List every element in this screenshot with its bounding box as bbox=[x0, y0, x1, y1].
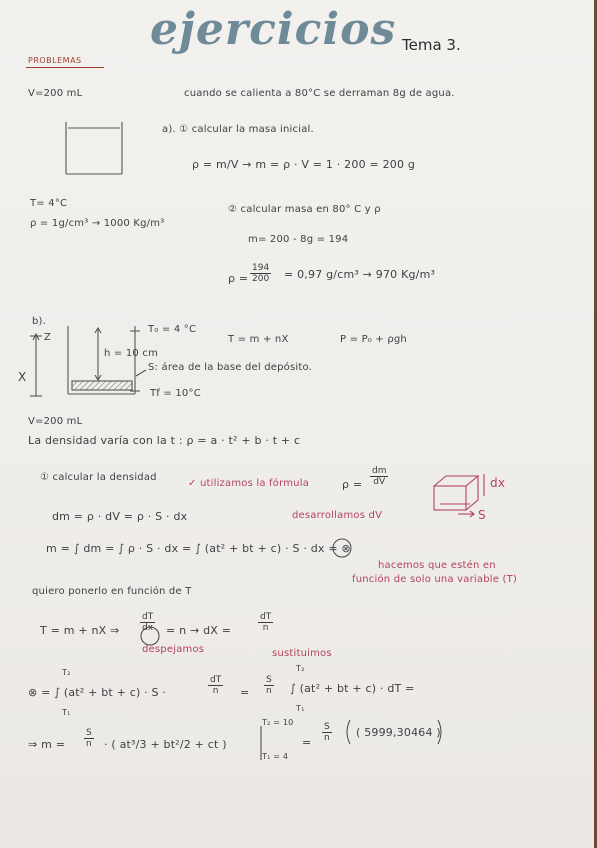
s-sketch-label: S bbox=[478, 508, 486, 522]
item-a-1: a). ① calcular la masa inicial. bbox=[162, 124, 314, 135]
temperature-a: T= 4°C bbox=[30, 198, 68, 209]
rho-80-rhs: = 0,97 g/cm³ → 970 Kg/m³ bbox=[284, 268, 436, 281]
mass-formula: ρ = m/V → m = ρ · V = 1 · 200 = 200 g bbox=[192, 158, 416, 171]
x-axis-label: X bbox=[18, 370, 27, 384]
circ-eq-c: ∫ (at² + bt + c) · dT = bbox=[290, 682, 415, 695]
final-lower-limit: T₁ = 4 bbox=[262, 752, 289, 761]
lower-limit-1: T₁ bbox=[62, 708, 71, 717]
lower-limit-2: T₁ bbox=[296, 704, 305, 713]
density-law: La densidad varía con la t : ρ = a · t² + b · t + c bbox=[28, 434, 301, 447]
statement-a: cuando se calienta a 80°C se derraman 8g de agua. bbox=[184, 88, 455, 99]
rho-dm-num: dm bbox=[372, 466, 387, 476]
dt-n-den: n bbox=[212, 686, 219, 696]
use-formula-note: ✓ utilizamos la fórmula bbox=[188, 478, 310, 489]
volume-element-sketch bbox=[434, 474, 484, 517]
dt-n-fraction bbox=[208, 675, 223, 696]
dt-dx-den: dx bbox=[142, 623, 154, 633]
t-linear-eq: T = m + nX bbox=[228, 334, 289, 345]
tf-label: Tf = 10°C bbox=[150, 388, 201, 399]
height-label: h = 10 cm bbox=[104, 348, 159, 359]
single-var-note-2: función de solo una variable (T) bbox=[352, 574, 518, 585]
dt-dx-num: dT bbox=[142, 612, 154, 622]
dx-frac-den: n bbox=[262, 623, 269, 633]
rho-dm-lhs: ρ = bbox=[342, 478, 363, 491]
dx-fraction bbox=[258, 612, 273, 633]
part-b-label: b). bbox=[32, 316, 47, 327]
dt-dx-fraction bbox=[140, 612, 155, 633]
rho-dm-den: dV bbox=[373, 477, 386, 487]
final-n2: n bbox=[324, 733, 330, 743]
t0-label: T₀ = 4 °C bbox=[148, 324, 197, 335]
volume-b: V=200 mL bbox=[28, 416, 83, 427]
rho-80-num: 194 bbox=[252, 263, 270, 273]
final-lhs: ⇒ m = bbox=[28, 738, 66, 751]
in-terms-of-t: quiero ponerlo en función de T bbox=[32, 586, 192, 597]
container-drawing-a bbox=[66, 122, 122, 174]
despejamos-note: despejamos bbox=[142, 644, 205, 655]
item-b-1: ① calcular la densidad bbox=[40, 472, 157, 483]
final-s: S bbox=[86, 728, 92, 738]
rho-80-den: 200 bbox=[252, 274, 270, 284]
page-title: ejercicios bbox=[150, 4, 397, 55]
develop-dv-note: desarrollamos dV bbox=[292, 510, 383, 521]
final-s-n-fraction bbox=[84, 728, 94, 749]
tema-label: Tema 3. bbox=[402, 36, 461, 54]
upper-limit-1: T₂ bbox=[62, 668, 71, 677]
dx-sketch-label: dx bbox=[490, 476, 506, 490]
t-sub-mid: = n → dX = bbox=[166, 624, 232, 637]
final-value: ( 5999,30464 ) bbox=[356, 726, 441, 739]
rho-80-lhs: ρ = bbox=[228, 272, 249, 285]
t-sub-lhs: T = m + nX ⇒ bbox=[40, 624, 120, 637]
upper-limit-2: T₂ bbox=[296, 664, 305, 673]
final-n: n bbox=[86, 739, 92, 749]
volume-a: V=200 mL bbox=[28, 88, 83, 99]
area-label: S: área de la base del depósito. bbox=[148, 362, 313, 373]
s-n-den: n bbox=[266, 686, 272, 696]
single-var-note-1: hacemos que estén en bbox=[378, 560, 496, 571]
item-a-2: ② calcular masa en 80° C y ρ bbox=[228, 204, 381, 215]
final-upper-limit: T₂ = 10 bbox=[262, 718, 294, 727]
dm-equation: dm = ρ · dV = ρ · S · dx bbox=[52, 510, 188, 523]
circ-eq-b: = bbox=[240, 686, 250, 699]
circ-eq-a: ⊗ = ∫ (at² + bt + c) · S · bbox=[28, 686, 167, 699]
final-equals: = bbox=[302, 736, 312, 749]
final-antiderivative: · ( at³/3 + bt²/2 + ct ) bbox=[104, 738, 227, 751]
dx-frac-num: dT bbox=[260, 612, 272, 622]
section-label: PROBLEMAS bbox=[28, 56, 82, 65]
s-n-num: S bbox=[266, 675, 272, 685]
s-n-fraction bbox=[264, 675, 274, 696]
z-axis-label: Z bbox=[44, 332, 52, 343]
dt-n-num: dT bbox=[210, 675, 222, 685]
mass-80: m= 200 - 8g = 194 bbox=[248, 234, 349, 245]
rho-dm-fraction bbox=[370, 466, 388, 487]
final-s2: S bbox=[324, 722, 330, 732]
mass-integral: m = ∫ dm = ∫ ρ · S · dx = ∫ (at² + bt + c) · S · dx = ⊗ bbox=[46, 542, 351, 555]
paren-left bbox=[347, 720, 350, 744]
rho-80-fraction bbox=[250, 263, 271, 284]
final-s-n-fraction-2 bbox=[322, 722, 332, 743]
pressure-eq: P = P₀ + ρgh bbox=[340, 334, 407, 345]
density-a: ρ = 1g/cm³ → 1000 Kg/m³ bbox=[30, 218, 165, 229]
sustituimos-note: sustituimos bbox=[272, 648, 332, 659]
